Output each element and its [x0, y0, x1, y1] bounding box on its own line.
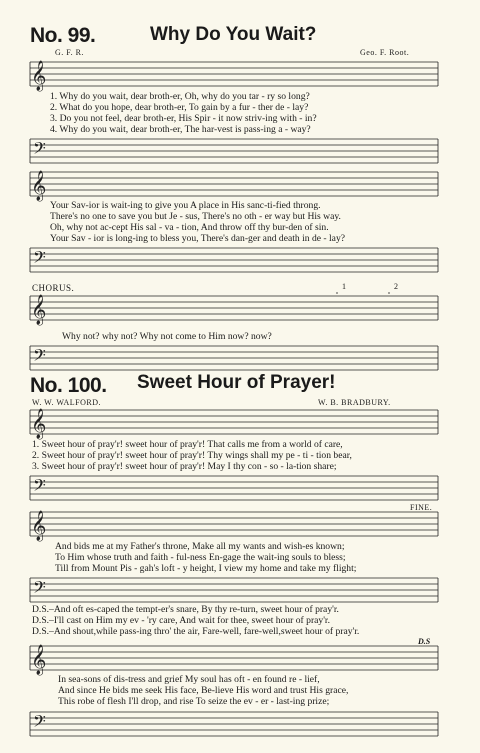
music-staff-treble	[0, 406, 480, 440]
music-staff-treble	[0, 508, 480, 542]
ds-lyric-line: D.S.–And shout,while pass-ing thro' the air, Fare-well, fare-well,sweet hour of pray'r.	[32, 626, 360, 637]
lyric-line: To Him whose truth and faith - ful-ness En-gage the wait-ing souls to bless;	[55, 552, 346, 563]
svg-text:𝄞: 𝄞	[31, 645, 47, 674]
music-staff-bass	[0, 135, 480, 167]
ds-lyric-line: D.S.–And oft es-caped the tempt-er's snare, By thy re-turn, sweet hour of pray'r.	[32, 604, 339, 615]
hymn-number: No. 100.	[30, 374, 107, 397]
ds-mark: D.S	[418, 637, 431, 646]
composer-credit: W. B. BRADBURY.	[318, 398, 391, 407]
svg-text:𝄢: 𝄢	[33, 477, 46, 499]
chorus-label: CHORUS.	[32, 283, 75, 293]
lyricist-credit: W. W. WALFORD.	[32, 398, 102, 407]
music-staff-treble	[0, 168, 480, 202]
svg-text:𝄢: 𝄢	[33, 713, 46, 735]
svg-text:𝄞: 𝄞	[31, 171, 47, 200]
svg-text:𝄢: 𝄢	[33, 249, 46, 271]
lyric-line: 3. Sweet hour of pray'r! sweet hour of pray'r! May I thy con - so - la-tion share;	[32, 461, 337, 472]
lyric-line: 4. Why do you wait, dear broth-er, The har-vest is pass-ing a - way?	[50, 124, 311, 135]
lyric-line: Your Sav-ior is wait-ing to give you A place in His sanc-ti-fied throng.	[50, 200, 321, 211]
lyric-line: 3. Do you not feel, dear broth-er, His Spir - it now striv-ing with - in?	[50, 113, 317, 124]
svg-text:𝄞: 𝄞	[31, 61, 47, 90]
svg-text:𝄢: 𝄢	[33, 140, 46, 162]
hymn-title: Why Do You Wait?	[150, 24, 317, 45]
lyric-line: 1. Why do you wait, dear broth-er, Oh, why do you tar - ry so long?	[50, 91, 310, 102]
svg-text:𝄞: 𝄞	[31, 409, 47, 438]
lyric-line: 2. What do you hope, dear broth-er, To gain by a fur - ther de - lay?	[50, 102, 309, 113]
lyric-line: There's no one to save you but Je - sus, There's no oth - er way but His way.	[50, 211, 341, 222]
lyric-line: 1. Sweet hour of pray'r! sweet hour of pray'r! That calls me from a world of care,	[32, 439, 343, 450]
hymn-title: Sweet Hour of Prayer!	[137, 372, 336, 393]
music-staff-bass	[0, 472, 480, 504]
ds-lyric-line: D.S.–I'll cast on Him my ev - 'ry care, And wait for thee, sweet hour of pray'r.	[32, 615, 330, 626]
lyric-line: 2. Sweet hour of pray'r! sweet hour of pray'r! Thy wings shall my pe - ti - tion bear,	[32, 450, 352, 461]
music-staff-bass	[0, 574, 480, 606]
lyricist-credit: G. F. R.	[55, 48, 84, 57]
music-staff-bass	[0, 342, 480, 374]
lyric-line: Oh, why not ac-cept His sal - va - tion, And throw off thy bur-den of sin.	[50, 222, 329, 233]
fine-mark: FINE.	[410, 503, 433, 512]
lyric-line: In sea-sons of dis-tress and grief My soul has oft - en found re - lief,	[58, 674, 320, 685]
lyric-line: This robe of flesh I'll drop, and rise To seize the ev - er - last-ing prize;	[58, 696, 330, 707]
first-ending-mark: 1	[342, 282, 346, 291]
svg-text:𝄞: 𝄞	[31, 511, 47, 540]
composer-credit: Geo. F. Root.	[360, 48, 410, 57]
lyric-line: And bids me at my Father's throne, Make all my wants and wish-es known;	[55, 541, 345, 552]
svg-text:𝄢: 𝄢	[33, 579, 46, 601]
music-staff-bass	[0, 244, 480, 276]
svg-text:𝄢: 𝄢	[33, 347, 46, 369]
music-staff-treble	[0, 58, 480, 92]
lyric-line: And since He bids me seek His face, Be-lieve His word and trust His grace,	[58, 685, 349, 696]
svg-text:𝄞: 𝄞	[31, 295, 47, 324]
music-staff-treble	[0, 292, 480, 326]
hymn-number: No. 99.	[30, 24, 96, 47]
music-staff-bass	[0, 708, 480, 740]
chorus-lyric-line: Why not? why not? Why not come to Him now? now?	[62, 331, 272, 342]
lyric-line: Till from Mount Pis - gah's loft - y height, I view my home and take my flight;	[55, 563, 357, 574]
lyric-line: Your Sav - ior is long-ing to bless you, There's dan-ger and death in de - lay?	[50, 233, 345, 244]
music-staff-treble	[0, 642, 480, 676]
second-ending-mark: 2	[394, 282, 398, 291]
